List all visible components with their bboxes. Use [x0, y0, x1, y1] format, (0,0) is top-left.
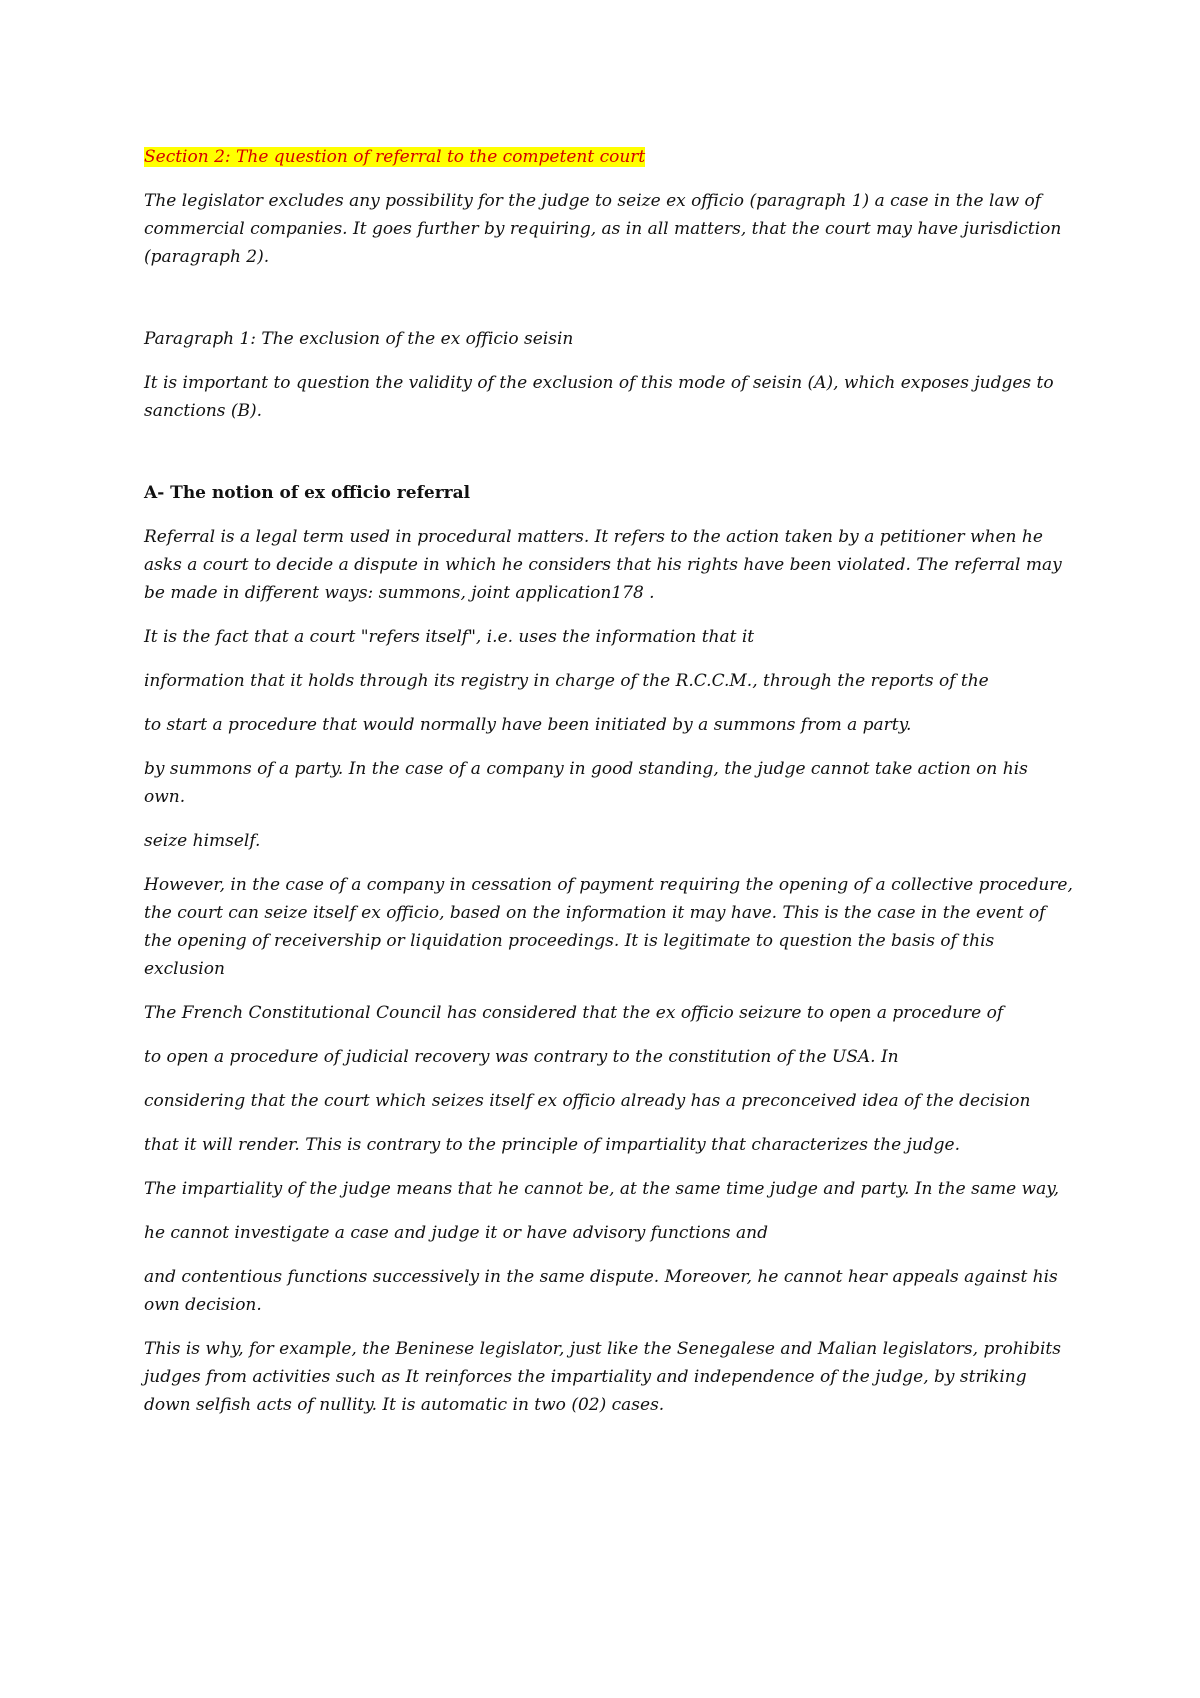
body-paragraph: and contentious functions successively in the same dispute. Moreover, he cannot hear appeals against his own decision. — [144, 1267, 1058, 1315]
body-paragraph: considering that the court which seizes itself ex officio already has a preconceived idea of the decision — [144, 1091, 1031, 1111]
body-paragraph: The French Constitutional Council has considered that the ex officio seizure to open a procedure of — [144, 1003, 1004, 1023]
body-paragraph: by summons of a party. In the case of a company in good standing, the judge cannot take action on his own. — [144, 759, 1028, 807]
body-paragraph: It is the fact that a court "refers itself", i.e. uses the information that it — [144, 627, 755, 647]
body-paragraph: seize himself. — [144, 831, 261, 851]
paragraph1-text: It is important to question the validity of the exclusion of this mode of seisin (A), which exposes judges to sanctions (B). — [144, 373, 1054, 421]
body-paragraph: However, in the case of a company in cessation of payment requiring the opening of a collective procedure, the court can seize itself ex officio, based on the information it may have. This is the case in the event of the opening of receivership or liquidation proceedings. It is legitimate to question the basis of this exclusion — [144, 875, 1073, 979]
spacer — [144, 441, 1074, 479]
body-paragraph: The impartiality of the judge means that he cannot be, at the same time judge and party. In the same way, — [144, 1179, 1059, 1199]
section-title-line — [144, 143, 1074, 171]
body-paragraph: to open a procedure of judicial recovery was contrary to the constitution of the USA. In — [144, 1047, 899, 1067]
heading-a: A- The notion of ex officio referral — [144, 483, 471, 503]
section-title: Section 2: The question of referral to the competent court — [144, 147, 646, 167]
body-paragraph: that it will render. This is contrary to the principle of impartiality that characterizes the judge. — [144, 1135, 961, 1155]
paragraph1-title: Paragraph 1: The exclusion of the ex officio seisin — [144, 329, 574, 349]
body-paragraph: information that it holds through its registry in charge of the R.C.C.M., through the reports of the — [144, 671, 989, 691]
document-content — [144, 143, 1074, 1435]
intro-paragraph: The legislator excludes any possibility for the judge to seize ex officio (paragraph 1) a case in the law of commercial companies. It goes further by requiring, as in all matters, that the court may have jurisdiction (paragraph 2). — [144, 191, 1062, 267]
body-paragraph: he cannot investigate a case and judge it or have advisory functions and — [144, 1223, 768, 1243]
body-paragraph: Referral is a legal term used in procedural matters. It refers to the action taken by a petitioner when he asks a court to decide a dispute in which he considers that his rights have been violated. The referral may be made in different ways: summons, joint application178 . — [144, 527, 1062, 603]
body-paragraph: to start a procedure that would normally have been initiated by a summons from a party. — [144, 715, 912, 735]
body-paragraph: This is why, for example, the Beninese legislator, just like the Senegalese and Malian legislators, prohibits judges from activities such as It reinforces the impartiality and independence of the judge, by striking down selfish acts of nullity. It is automatic in two (02) cases. — [144, 1339, 1061, 1415]
spacer — [144, 287, 1074, 325]
